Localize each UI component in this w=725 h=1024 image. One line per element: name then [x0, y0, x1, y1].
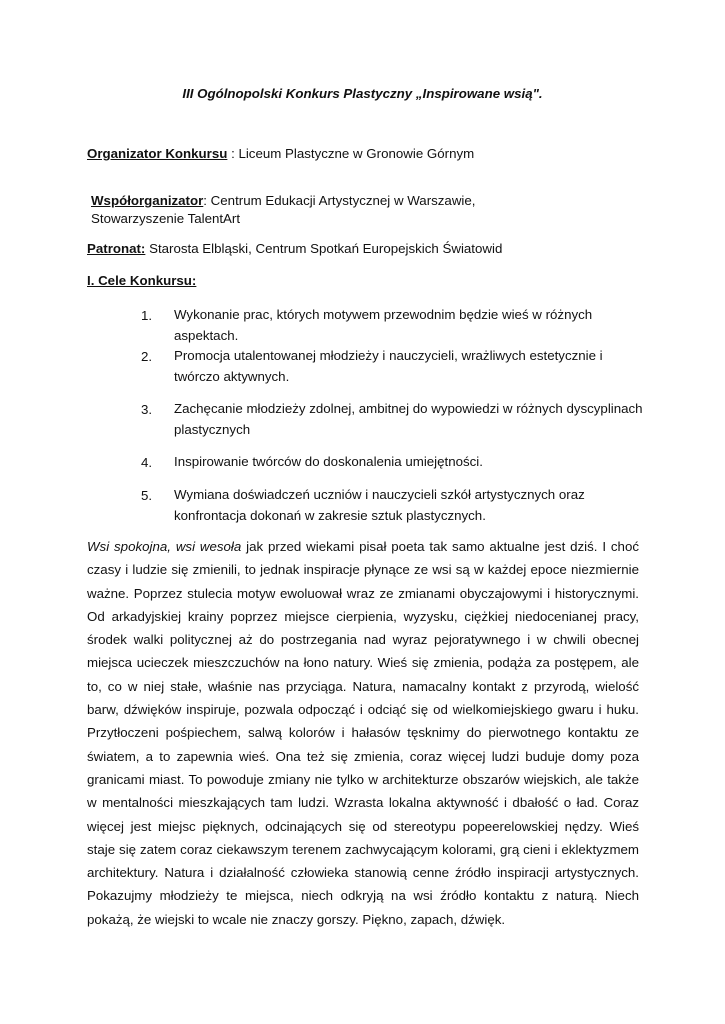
body-paragraph-text: jak przed wiekami pisał poeta tak samo aktualne jest dziś. I choć czasy i ludzie się zmienili, to jednak inspiracje płynące ze wsi są w każdej epoce niezmiernie ważne. Poprzez stulecia motyw ewoluował wraz ze zmianami obyczajowymi i historycznymi. Od arkadyjskiej krainy poprzez miejsce cierpienia, wyzysku, ciężkiej niedocenianej pracy, środek walki politycznej aż do postrzegania nad wyraz pejoratywnego i w chwili obecnej miejsca ucieczek mieszczuchów na łono natury. Wieś się zmienia, podąża za postępem, ale to, co w niej stałe, właśnie nas przyciąga. Natura, namacalny kontakt z przyrodą, wielość barw, dźwięków inspiruje, pozwala odpocząć i odciąć się od wielkomiejskiego gwaru i huku. Przytłoczeni pośpiechem, salwą kolorów i hałasów tęsknimy do pierwotnego kontaktu ze światem, a to zapewnia wieś. Ona też się zmienia, coraz więcej ludzi buduje domy poza granicami miast. To powoduje zmiany nie tylko w architekturze obszarów wiejskich, ale także w mentalności mieszkających tam ludzi. Wzrasta lokalna aktywność i dbałość o ład. Coraz więcej jest miejsc pięknych, odcinających się od stereotypu popeerelowskiej nędzy. Wieś staje się zatem coraz ciekawszym terenem zachwycającym kolorami, grą cieni i eklektyzmem architektury. Natura i działalność człowieka stanowią cenne źródło inspiracji artystycznych. Pokazujmy młodzieży te miejsca, niech odkryją na wsi źródło kontaktu z naturą. Niech pokażą, że wiejski to wcale nie znaczy gorszy. Piękno, zapach, dźwięk. — [87, 539, 639, 927]
organizer-label: Organizator Konkursu — [87, 146, 228, 161]
list-item-number: 5. — [141, 488, 153, 503]
coorganizer-label: Współorganizator — [91, 193, 204, 208]
list-item-text: Wykonanie prac, których motywem przewodnim będzie wieś w różnych aspektach. — [174, 307, 593, 343]
coorganizer-line — [91, 192, 475, 210]
organizer-line — [87, 145, 474, 163]
patronage-line — [87, 240, 502, 258]
organizer-value: : Liceum Plastyczne w Gronowie Górnym — [227, 146, 475, 161]
document-title: III Ogólnopolski Konkurs Plastyczny „Inspirowane wsią". — [182, 86, 543, 101]
list-item-text: Zachęcanie młodzieży zdolnej, ambitnej do wypowiedzi w różnych dyscyplinach plastycznych — [174, 401, 643, 437]
list-item-text: Wymiana doświadczeń uczniów i nauczycieli szkół artystycznych oraz konfrontacja dokonań w zakresie sztuk plastycznych. — [174, 487, 585, 523]
list-item-number: 3. — [141, 402, 153, 417]
patronage-value: Starosta Elbląski, Centrum Spotkań Europejskich Światowid — [145, 241, 503, 256]
list-item-number: 2. — [141, 349, 153, 364]
section-heading: I. Cele Konkursu: — [87, 273, 197, 288]
coorganizer-value: : Centrum Edukacji Artystycznej w Warszawie, — [203, 193, 476, 208]
list-item-text: Inspirowanie twórców do doskonalenia umiejętności. — [174, 454, 483, 469]
body-paragraph — [87, 535, 639, 931]
list-item-number: 4. — [141, 455, 153, 470]
poem-quote: Wsi spokojna, wsi wesoła — [87, 539, 242, 554]
patronage-label: Patronat: — [87, 241, 146, 256]
coorganizer-line-2: Stowarzyszenie TalentArt — [91, 211, 241, 226]
list-item-number: 1. — [141, 308, 153, 323]
list-item-text: Promocja utalentowanej młodzieży i nauczycieli, wrażliwych estetycznie i twórczo aktywnych. — [174, 348, 603, 384]
